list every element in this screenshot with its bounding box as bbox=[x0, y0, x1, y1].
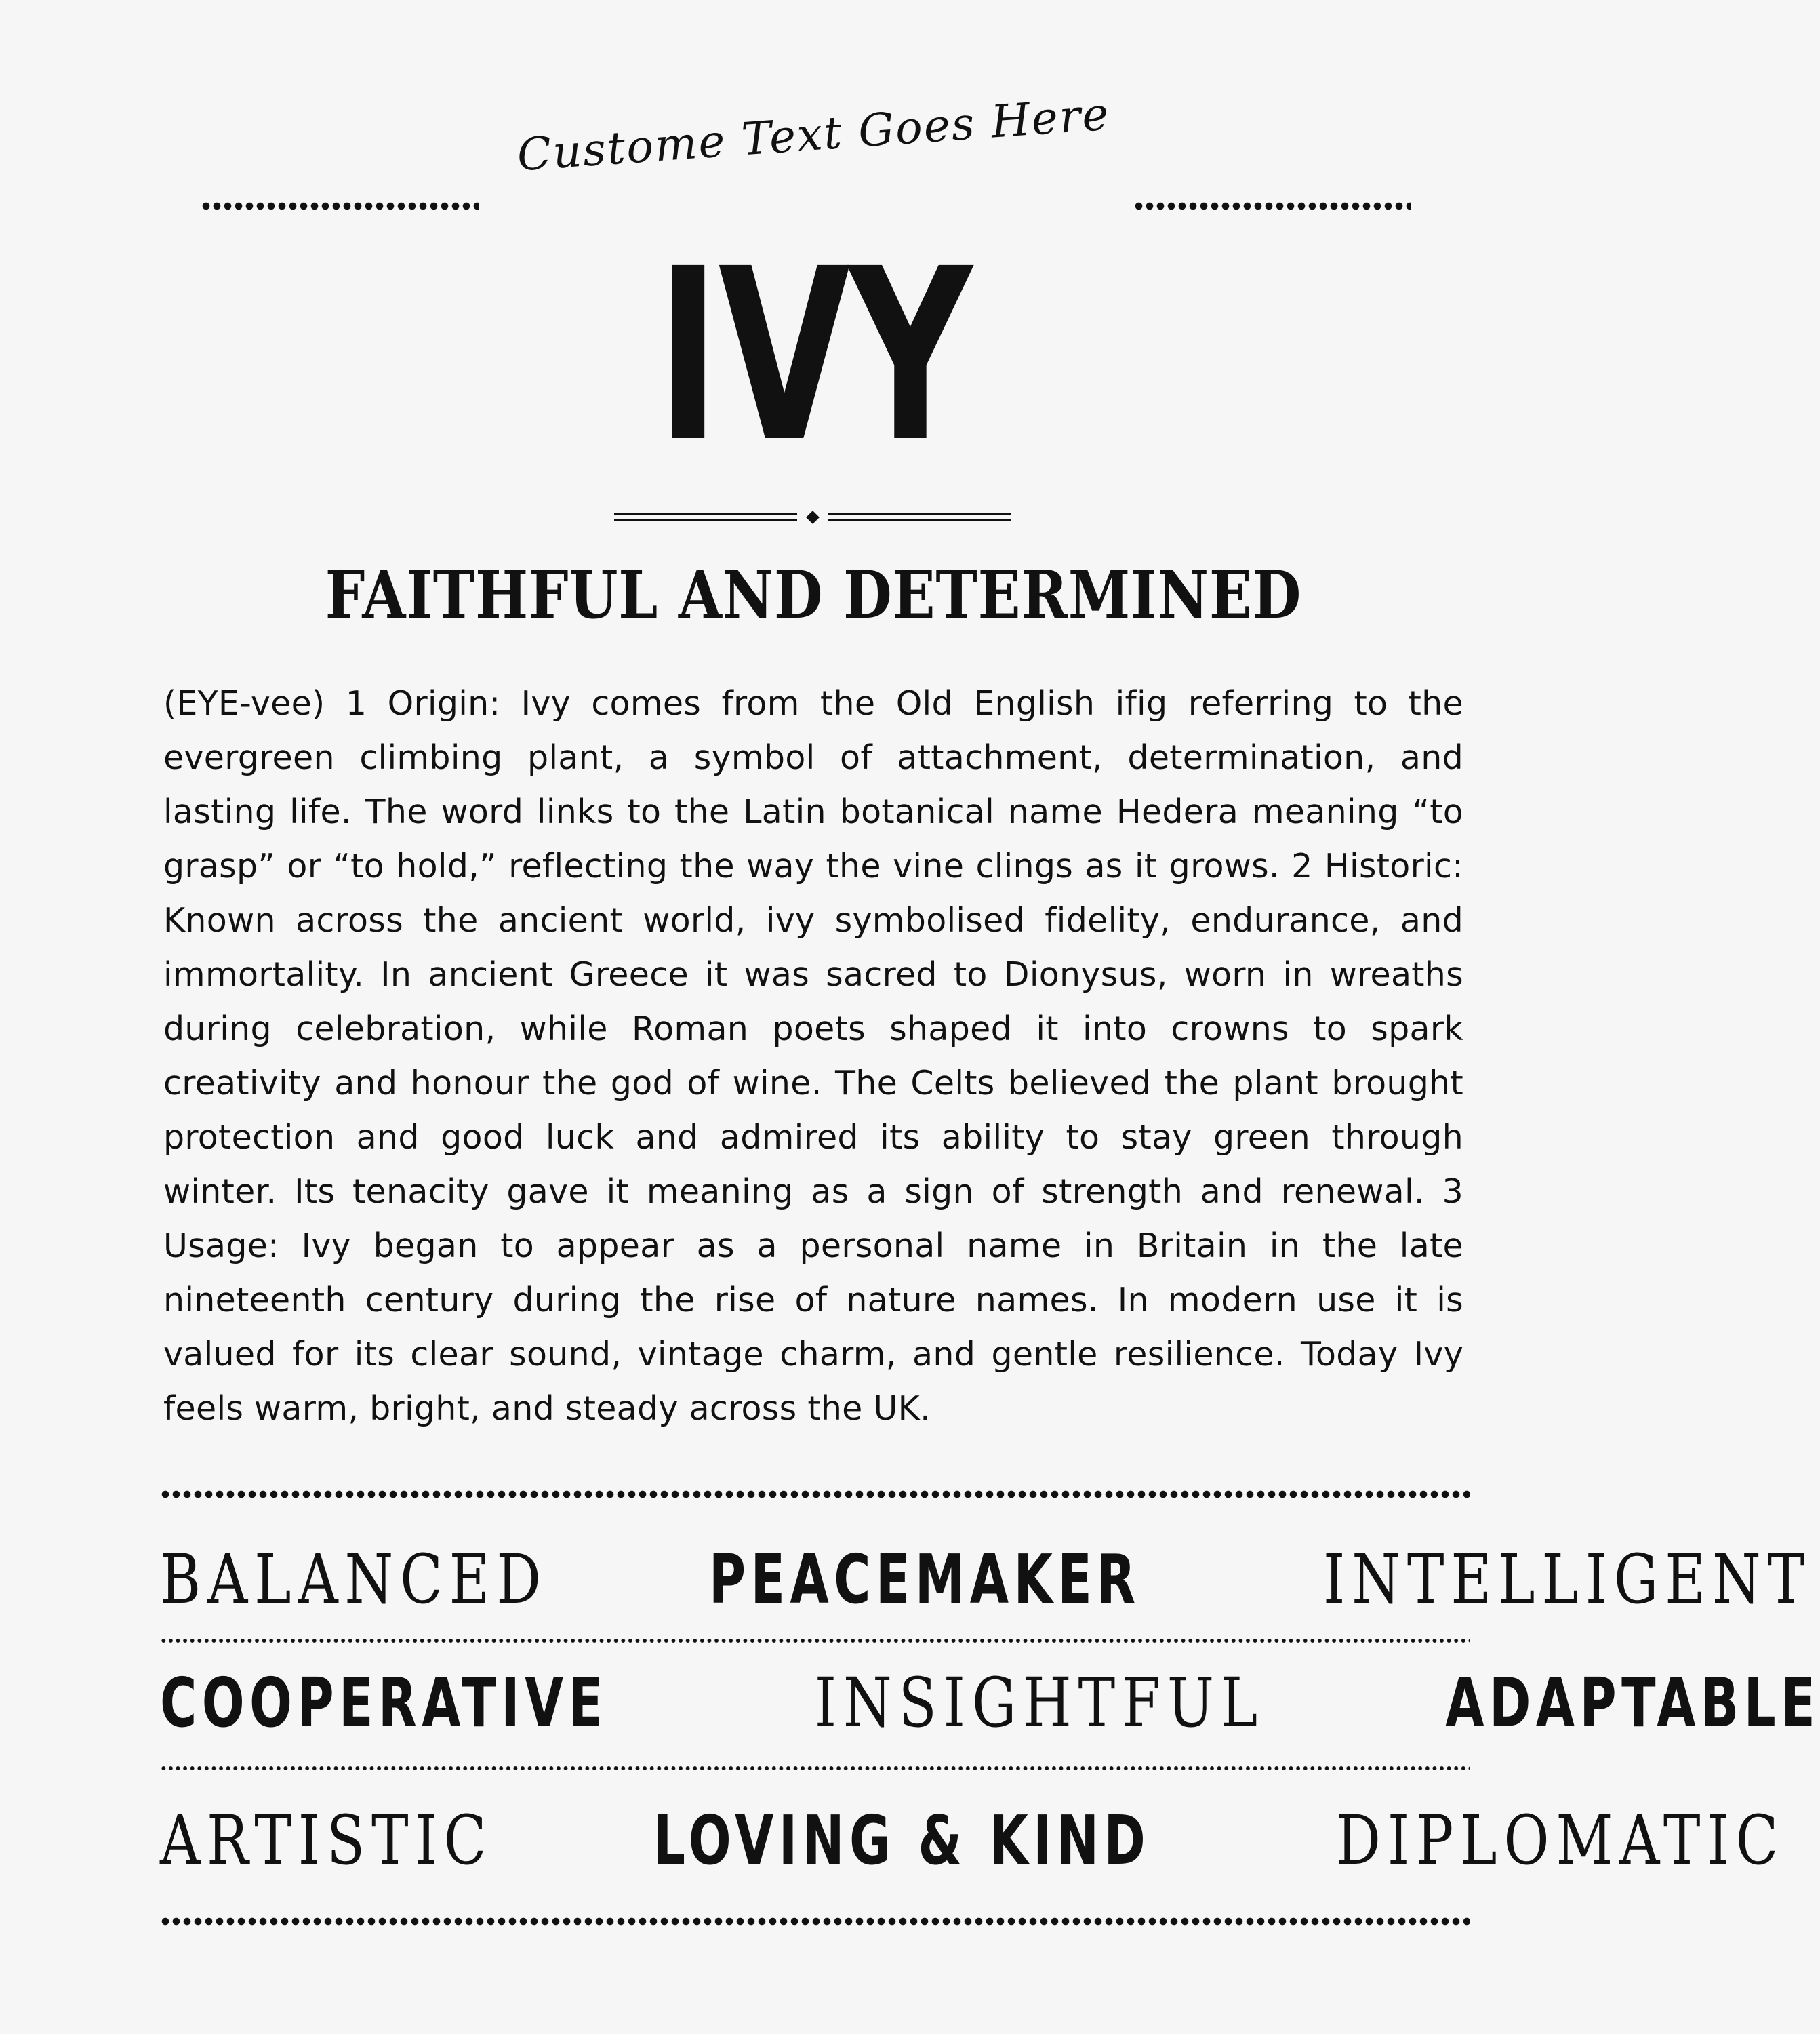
meaning-heading: FAITHFUL AND DETERMINED bbox=[325, 557, 1302, 633]
trait-item: ARTISTIC bbox=[160, 1801, 493, 1880]
divider-right-line bbox=[828, 513, 1011, 521]
traits-dotted-separator bbox=[160, 1638, 1470, 1643]
trait-item: COOPERATIVE bbox=[160, 1663, 608, 1742]
trait-item: LOVING & KIND bbox=[653, 1801, 1151, 1880]
trait-item: INTELLIGENT bbox=[1322, 1540, 1812, 1619]
header-dotted-rule-right bbox=[1133, 201, 1411, 212]
traits-bottom-dotted-rule bbox=[160, 1916, 1470, 1927]
custom-text bbox=[0, 87, 1627, 182]
divider-left-line bbox=[614, 513, 797, 521]
trait-item: PEACEMAKER bbox=[708, 1540, 1141, 1619]
name-title: IVY bbox=[656, 218, 971, 494]
trait-row-1 bbox=[160, 1532, 1812, 1627]
trait-item: DIPLOMATIC bbox=[1336, 1801, 1785, 1880]
header-dotted-rule-left bbox=[201, 201, 479, 212]
traits-dotted-separator bbox=[160, 1766, 1470, 1771]
trait-item: BALANCED bbox=[160, 1540, 548, 1619]
traits-top-dotted-rule bbox=[160, 1489, 1470, 1500]
trait-item: ADAPTABLE bbox=[1444, 1663, 1820, 1742]
trait-item: INSIGHTFUL bbox=[814, 1663, 1264, 1742]
divider-diamond-icon bbox=[806, 511, 820, 524]
name-description: (EYE-vee) 1 Origin: Ivy comes from the Old English ifig referring to the evergreen climbing plant, a symbol of attachment, determination, and lasting life. The word links to the Latin botanical name Hedera meaning “to grasp” or “to hold,” reflecting the way the vine clings as it grows. 2 Historic: Known across the ancient world, ivy symbolised fidelity, endurance, and immortality. In ancient Greece it was sacred to Dionysus, worn in wreaths during celebration, while Roman poets shaped it into crowns to spark creativity and honour the god of wine. The Celts believed the plant brought protection and good luck and admired its ability to stay green through winter. Its tenacity gave it meaning as a sign of strength and renewal. 3 Usage: Ivy began to appear as a personal name in Britain in the late nineteenth century during the rise of nature names. In modern use it is valued for its clear sound, vintage charm, and gentle resilience. Today Ivy feels warm, bright, and steady across the UK. bbox=[163, 684, 1463, 1428]
trait-row-3 bbox=[160, 1793, 1785, 1888]
trait-row-2 bbox=[160, 1656, 1820, 1751]
custom-text-label: Custome Text Goes Here bbox=[515, 87, 1112, 182]
